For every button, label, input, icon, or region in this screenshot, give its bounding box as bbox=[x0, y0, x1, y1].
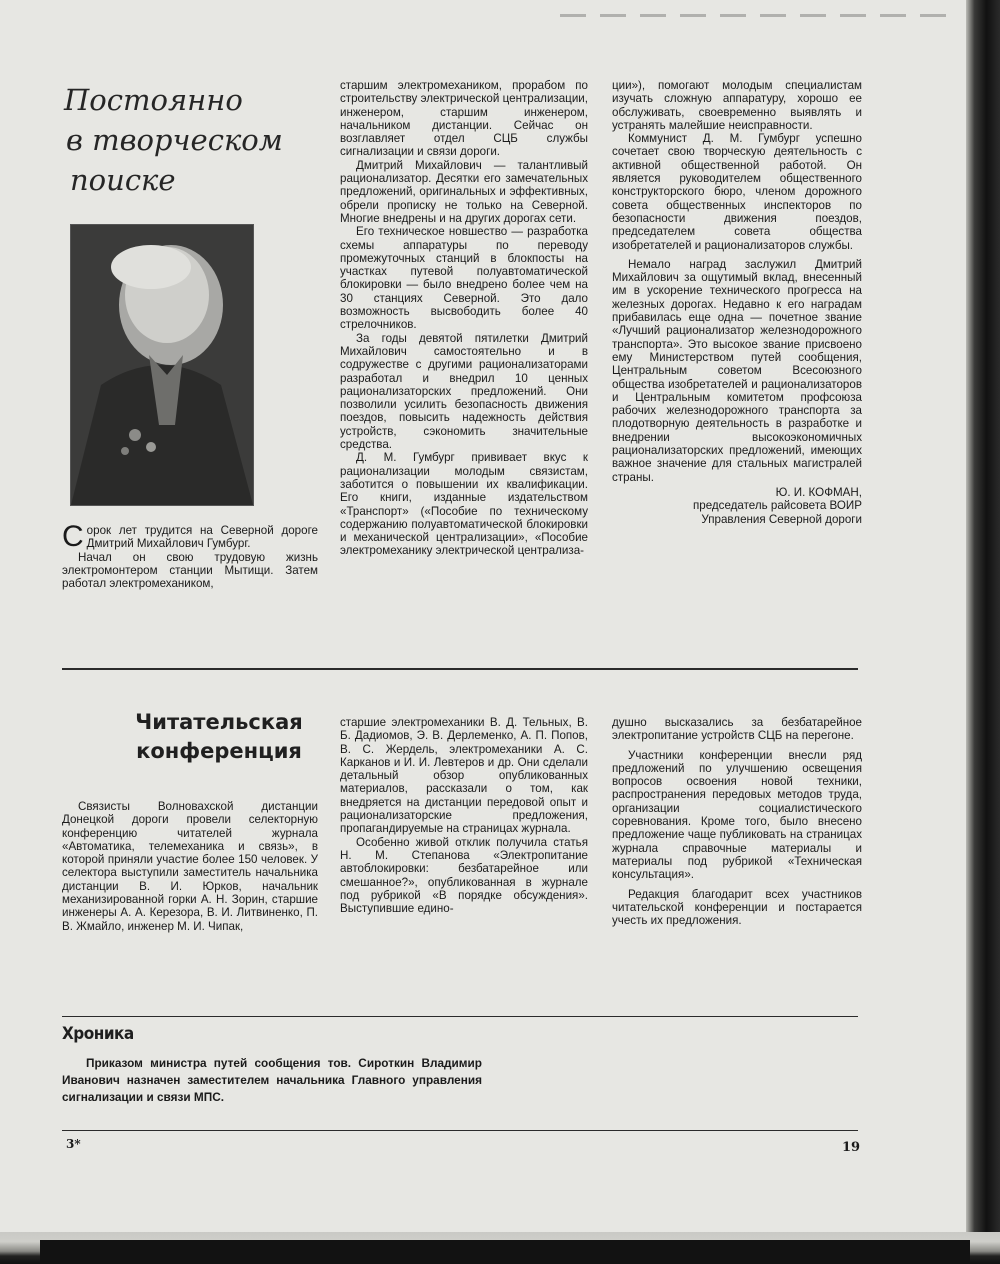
paragraph: Редакция благодарит всех участников читательской конференции и постарается учесть их предложения. bbox=[612, 887, 862, 928]
article-title-line: конференция bbox=[136, 739, 302, 763]
paragraph: Связисты Волновахской дистанции Донецкой дороги провели селекторную конференцию читателей журнала «Автоматика, телемеханика и связь», в которой приняли участие более 150 человек. У селектора выступили заместитель начальника дистанции В. И. Юрков, начальник механизированной горки А. Н. Зорин, старшие инженеры А. А. Керезора, В. И. Литвиненко, П. В. Жмайло, инженер М. И. Чипак, bbox=[62, 800, 318, 933]
portrait-photo bbox=[70, 224, 254, 506]
scan-edge-right bbox=[966, 0, 1000, 1264]
author-title: Управления Северной дороги bbox=[701, 512, 862, 526]
lead-paragraph bbox=[62, 520, 318, 553]
section-divider bbox=[62, 668, 858, 670]
article2-column-1 bbox=[62, 800, 318, 933]
footer-divider bbox=[62, 1130, 858, 1131]
article2-column-3 bbox=[612, 716, 862, 927]
paragraph: Участники конференции внесли ряд предложений по улучшению освещения вопросов освоения новой техники, распространения передовых методов труда, организации социалистического соревнования. Кроме того, было внесено предложение чаще публиковать на страницах журнала справочные материалы и материалы под рубрикой «Техническая консультация». bbox=[612, 748, 862, 882]
paragraph-text: орок лет трудится на Северной дороге Дмитрий Михайлович Гумбург. bbox=[86, 524, 318, 551]
paragraph: ции»), помогают молодым специалистам изучать сложную аппаратуру, хорошо ее обслуживать, своевременно выявлять и устранять малейшие неисправности. bbox=[612, 79, 862, 132]
paragraph: Коммунист Д. М. Гумбург успешно сочетает свою творческую деятельность с активной общественной работой. Он является руководителем общественного конструкторского бюро, членом дорожного совета общественных инспекторов по безопасности движения поездов, председателем совета общества изобретателей и рационализаторов службы. bbox=[612, 132, 862, 252]
article-title-line: Читательская bbox=[135, 710, 303, 734]
article1-column-3 bbox=[612, 79, 862, 526]
chronicle-body bbox=[62, 1055, 482, 1106]
page-number: 19 bbox=[842, 1140, 861, 1155]
paragraph: Немало наград заслужил Дмитрий Михайлович за ощутимый вклад, внесенный им в ускорение технического прогресса на железных дорогах. Недавно к его наградам прибавилась еще одна — почетное звание «Лучший рационализатор железнодорожного транспорта». Это высокое звание присвоено ему Министерством путей сообщения, Центральным советом Всесоюзного общества изобретателей и рационализаторов и Центральным комитетом профсоюза рабочих железнодорожного транспорта за плодотворную деятельность в разработке и внедрении высокоэкономичных рационализаторских предложений, имеющих важное значение для стальных магистралей страны. bbox=[612, 257, 862, 484]
article1-column-2 bbox=[340, 79, 588, 558]
paragraph: Д. М. Гумбург прививает вкус к рационализации молодым связистам, заботится о повышении их квалификации. Его книги, изданные издательством «Транспорт» («Пособие по техническому содержанию полуавтоматической блокировки и механической централизации», «Пособие электромеханику электрической централиза- bbox=[340, 451, 588, 558]
article-title-reader-conference bbox=[104, 708, 334, 766]
paragraph: Особенно живой отклик получила статья Н. М. Степанова «Электропитание автоблокировки: безбатарейное или смешанное?», опубликованная в журнале под рубрикой «В порядке обсуждения». Выступившие едино- bbox=[340, 835, 588, 916]
article-title-constant-search bbox=[64, 80, 324, 200]
scan-edge-bottom-dark bbox=[40, 1240, 970, 1264]
article-title-line: поиске bbox=[70, 163, 176, 197]
paragraph: Начал он свою трудовую жизнь электромонтером станции Мытищи. Затем работал электромехаником, bbox=[62, 550, 318, 591]
printer-signature-mark: 3* bbox=[66, 1137, 81, 1151]
section-divider bbox=[62, 1016, 858, 1017]
drop-cap: С bbox=[62, 520, 84, 553]
article2-column-2 bbox=[340, 716, 588, 915]
paragraph: старшим электромехаником, прорабом по строительству электрической централизации, инженером, старшим инженером, начальником дистанции. Сейчас он возглавляет отдел СЦБ службы сигнализации и связи дороги. bbox=[340, 79, 588, 159]
chronicle-title: Хроника bbox=[62, 1024, 134, 1044]
paragraph: За годы девятой пятилетки Дмитрий Михайлович самостоятельно и в содружестве с другими рационализаторами разработал и внедрил 10 ценных рационализаторских предложений. Они позволили усилить безопасность движения поездов, повысить надежность действия устройств, сэкономить значительные средства. bbox=[340, 331, 588, 452]
paragraph: Его техническое новшество — разработка схемы аппаратуры по переводу промежуточных станций в блокпосты на участках путевой полуавтоматической блокировки — было внедрено более чем на 30 станциях Северной. Это дало возможность высвободить более 40 стрелочников. bbox=[340, 225, 588, 332]
article-title-line: в творческом bbox=[66, 123, 283, 157]
scan-artifact-top bbox=[560, 14, 960, 17]
article-title-line: Постоянно bbox=[64, 83, 243, 117]
chronicle-text: Приказом министра путей сообщения тов. Сироткин Владимир Иванович назначен заместителем начальника Главного управления сигнализации и связи МПС. bbox=[62, 1056, 482, 1104]
paragraph: старшие электромеханики В. Д. Тельных, В. Б. Дадиомов, Э. В. Дерлеменко, А. П. Попов, В. С. Жердель, электромеханики А. С. Карканов и И. И. Левтеров и др. Они сделали детальный обзор опубликованных материалов, рассказали о том, как внедряется на дистанции передовой опыт и рационализаторские предложения, пропагандируемые на страницах журнала. bbox=[340, 716, 588, 836]
author-title: председатель райсовета ВОИР bbox=[692, 499, 862, 513]
paragraph: Дмитрий Михайлович — талантливый рационализатор. Десятки его замечательных предложений, оригинальных и эффективных, обрели прописку не только на Северной. Многие внедрены и на других дорогах сети. bbox=[340, 158, 588, 225]
author-name: Ю. И. КОФМАН, bbox=[775, 485, 862, 499]
paragraph: душно высказались за безбатарейное электропитание устройств СЦБ на перегоне. bbox=[612, 716, 862, 743]
article1-column-1 bbox=[62, 520, 318, 591]
